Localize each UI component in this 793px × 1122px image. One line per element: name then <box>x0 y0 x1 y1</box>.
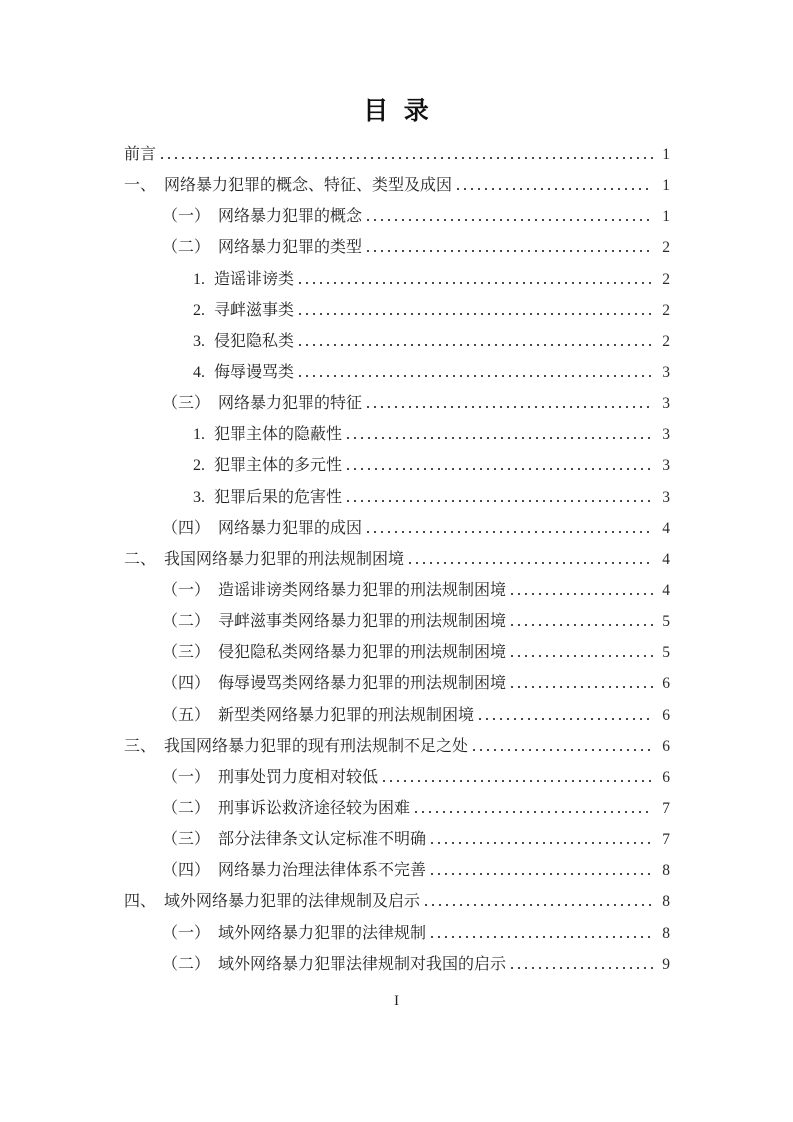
footer-page-number: I <box>394 993 399 1009</box>
toc-entry-page: 5 <box>662 613 670 631</box>
toc-entry[interactable] <box>124 700 670 731</box>
toc-entry[interactable] <box>124 544 670 575</box>
toc-entry-page: 3 <box>662 457 670 475</box>
dot-leader <box>473 749 653 751</box>
toc-entry-label: 网络暴力犯罪的成因 <box>218 519 363 537</box>
toc-entry-label: 网络暴力犯罪的概念 <box>218 208 363 226</box>
toc-entry-page: 3 <box>662 426 670 444</box>
toc-entry[interactable] <box>124 513 670 544</box>
toc-entry[interactable] <box>124 450 670 481</box>
toc-entry-page: 3 <box>662 395 670 413</box>
toc-entry-label: 犯罪主体的多元性 <box>214 457 343 475</box>
dot-leader <box>347 500 653 502</box>
toc-entry[interactable] <box>124 918 670 949</box>
toc-entry-label: 犯罪主体的隐蔽性 <box>214 426 343 444</box>
toc-entry-label: 犯罪后果的危害性 <box>214 488 343 506</box>
dot-leader <box>367 531 653 533</box>
toc-entry-label: 网络暴力犯罪的类型 <box>218 239 363 257</box>
dot-leader <box>457 188 653 190</box>
toc-entry-page: 6 <box>662 737 670 755</box>
toc-entry-number: 2. <box>193 457 205 475</box>
dot-leader <box>425 904 653 906</box>
toc-entry-label: 侮辱谩骂类网络暴力犯罪的刑法规制困境 <box>218 675 507 693</box>
toc-entry-number: 4. <box>193 363 205 381</box>
dot-leader <box>347 437 653 439</box>
toc-entry-number: 1. <box>193 270 205 288</box>
toc-entry[interactable] <box>124 575 670 606</box>
dot-leader <box>299 313 653 315</box>
toc-entry-label: 侵犯隐私类网络暴力犯罪的刑法规制困境 <box>218 644 507 662</box>
toc-entry-label: 域外网络暴力犯罪法律规制对我国的启示 <box>218 955 507 973</box>
toc-entry-number: （二） <box>162 239 211 257</box>
toc-entry[interactable] <box>124 201 670 232</box>
toc-entry-label: 造谣诽谤类网络暴力犯罪的刑法规制困境 <box>218 581 507 599</box>
dot-leader <box>479 718 653 720</box>
toc-entry-number: （三） <box>162 644 211 662</box>
toc-entry[interactable] <box>124 482 670 513</box>
toc-entry-label: 新型类网络暴力犯罪的刑法规制困境 <box>218 706 475 724</box>
toc-entry-number: （一） <box>162 581 211 599</box>
dot-leader <box>367 406 653 408</box>
toc-entry-number: （四） <box>162 862 211 880</box>
toc-entry[interactable] <box>124 606 670 637</box>
toc-entry-label: 刑事处罚力度相对较低 <box>218 768 379 786</box>
toc-entry-number: 三、 <box>124 737 157 755</box>
toc-entry-page: 2 <box>662 301 670 319</box>
toc-entry[interactable] <box>124 170 670 201</box>
toc-entry-page: 6 <box>662 768 670 786</box>
toc-entry-label: 造谣诽谤类 <box>214 270 295 288</box>
toc-entry-page: 2 <box>662 332 670 350</box>
toc-entry-page: 1 <box>662 146 670 163</box>
toc-entry[interactable] <box>124 762 670 793</box>
toc-entry-page: 7 <box>662 831 670 849</box>
toc-entry-page: 8 <box>662 862 670 880</box>
toc-entry-label: 域外网络暴力犯罪的法律规制 <box>218 924 427 942</box>
toc-entry-page: 4 <box>662 581 670 599</box>
dot-leader <box>161 157 653 159</box>
toc-entry-label: 前言 <box>124 146 157 163</box>
toc-entry-page: 2 <box>662 239 670 257</box>
toc-entry-number: 二、 <box>124 550 157 568</box>
toc-title: 目 录 <box>363 98 430 125</box>
dot-leader <box>299 344 653 346</box>
toc-entry[interactable] <box>124 824 670 855</box>
dot-leader <box>299 375 653 377</box>
toc-entry-page: 4 <box>662 519 670 537</box>
dot-leader <box>511 593 653 595</box>
toc-entry-label: 寻衅滋事类网络暴力犯罪的刑法规制困境 <box>218 613 507 631</box>
toc-entry-number: （一） <box>162 208 211 226</box>
toc-entry[interactable] <box>124 264 670 295</box>
dot-leader <box>415 811 653 813</box>
toc-entry-page: 6 <box>662 706 670 724</box>
toc-entry-page: 3 <box>662 363 670 381</box>
dot-leader <box>347 468 653 470</box>
toc-entry-label: 我国网络暴力犯罪的现有刑法规制不足之处 <box>164 737 469 755</box>
toc-entry-number: 3. <box>193 488 205 506</box>
toc-entry-label: 侵犯隐私类 <box>214 332 295 350</box>
toc-entry-page: 8 <box>662 893 670 911</box>
toc-entry-number: （二） <box>162 955 211 973</box>
toc-entry[interactable] <box>124 949 670 980</box>
toc-entry-page: 7 <box>662 799 670 817</box>
toc-entry[interactable] <box>124 419 670 450</box>
toc-entry-number: （一） <box>162 768 211 786</box>
toc-entry[interactable] <box>124 886 670 917</box>
dot-leader <box>299 282 653 284</box>
toc-entry-number: 四、 <box>124 893 157 911</box>
toc-entry-number: （四） <box>162 519 211 537</box>
toc-entry-number: 3. <box>193 332 205 350</box>
dot-leader <box>511 624 653 626</box>
toc-entry-label: 网络暴力犯罪的概念、特征、类型及成因 <box>164 177 453 195</box>
toc-entry-number: （四） <box>162 675 211 693</box>
toc-entry[interactable] <box>124 139 670 170</box>
toc-entry-number: 1. <box>193 426 205 444</box>
dot-leader <box>511 655 653 657</box>
toc-entry-page: 2 <box>662 270 670 288</box>
dot-leader <box>431 873 653 875</box>
toc-entry-page: 6 <box>662 675 670 693</box>
toc-entry-page: 5 <box>662 644 670 662</box>
toc-entry-number: （一） <box>162 924 211 942</box>
toc-entry-number: （二） <box>162 613 211 631</box>
toc-entry-page: 3 <box>662 488 670 506</box>
toc-entry-label: 网络暴力治理法律体系不完善 <box>218 862 427 880</box>
toc-entry-number: 一、 <box>124 177 157 195</box>
toc-entry-label: 域外网络暴力犯罪的法律规制及启示 <box>164 893 421 911</box>
toc-entry-number: （三） <box>162 395 211 413</box>
toc-entry-label: 刑事诉讼救济途径较为困难 <box>218 799 411 817</box>
toc-list <box>124 139 670 980</box>
dot-leader <box>511 967 653 969</box>
toc-entry[interactable] <box>124 637 670 668</box>
dot-leader <box>431 936 653 938</box>
toc-entry[interactable] <box>124 295 670 326</box>
toc-entry-label: 部分法律条文认定标准不明确 <box>218 831 427 849</box>
dot-leader <box>511 686 653 688</box>
toc-entry[interactable] <box>124 326 670 357</box>
toc-entry-page: 1 <box>662 177 670 195</box>
dot-leader <box>383 780 653 782</box>
dot-leader <box>367 219 653 221</box>
toc-entry[interactable] <box>124 855 670 886</box>
dot-leader <box>367 250 653 252</box>
toc-entry[interactable] <box>124 793 670 824</box>
dot-leader <box>431 842 653 844</box>
toc-entry-page: 8 <box>662 924 670 942</box>
toc-entry[interactable] <box>124 357 670 388</box>
toc-entry-page: 9 <box>662 955 670 973</box>
toc-entry-number: （三） <box>162 831 211 849</box>
toc-entry[interactable] <box>124 731 670 762</box>
toc-entry[interactable] <box>124 668 670 699</box>
page-footer <box>0 992 793 1010</box>
toc-entry-page: 4 <box>662 550 670 568</box>
toc-entry-label: 网络暴力犯罪的特征 <box>218 395 363 413</box>
toc-entry[interactable] <box>124 232 670 263</box>
toc-entry-page: 1 <box>662 208 670 226</box>
toc-entry[interactable] <box>124 388 670 419</box>
toc-entry-label: 寻衅滋事类 <box>214 301 295 319</box>
toc-entry-label: 我国网络暴力犯罪的刑法规制困境 <box>164 550 405 568</box>
toc-entry-number: （二） <box>162 799 211 817</box>
toc-entry-label: 侮辱谩骂类 <box>214 363 295 381</box>
dot-leader <box>409 562 653 564</box>
toc-entry-number: （五） <box>162 706 211 724</box>
toc-entry-number: 2. <box>193 301 205 319</box>
